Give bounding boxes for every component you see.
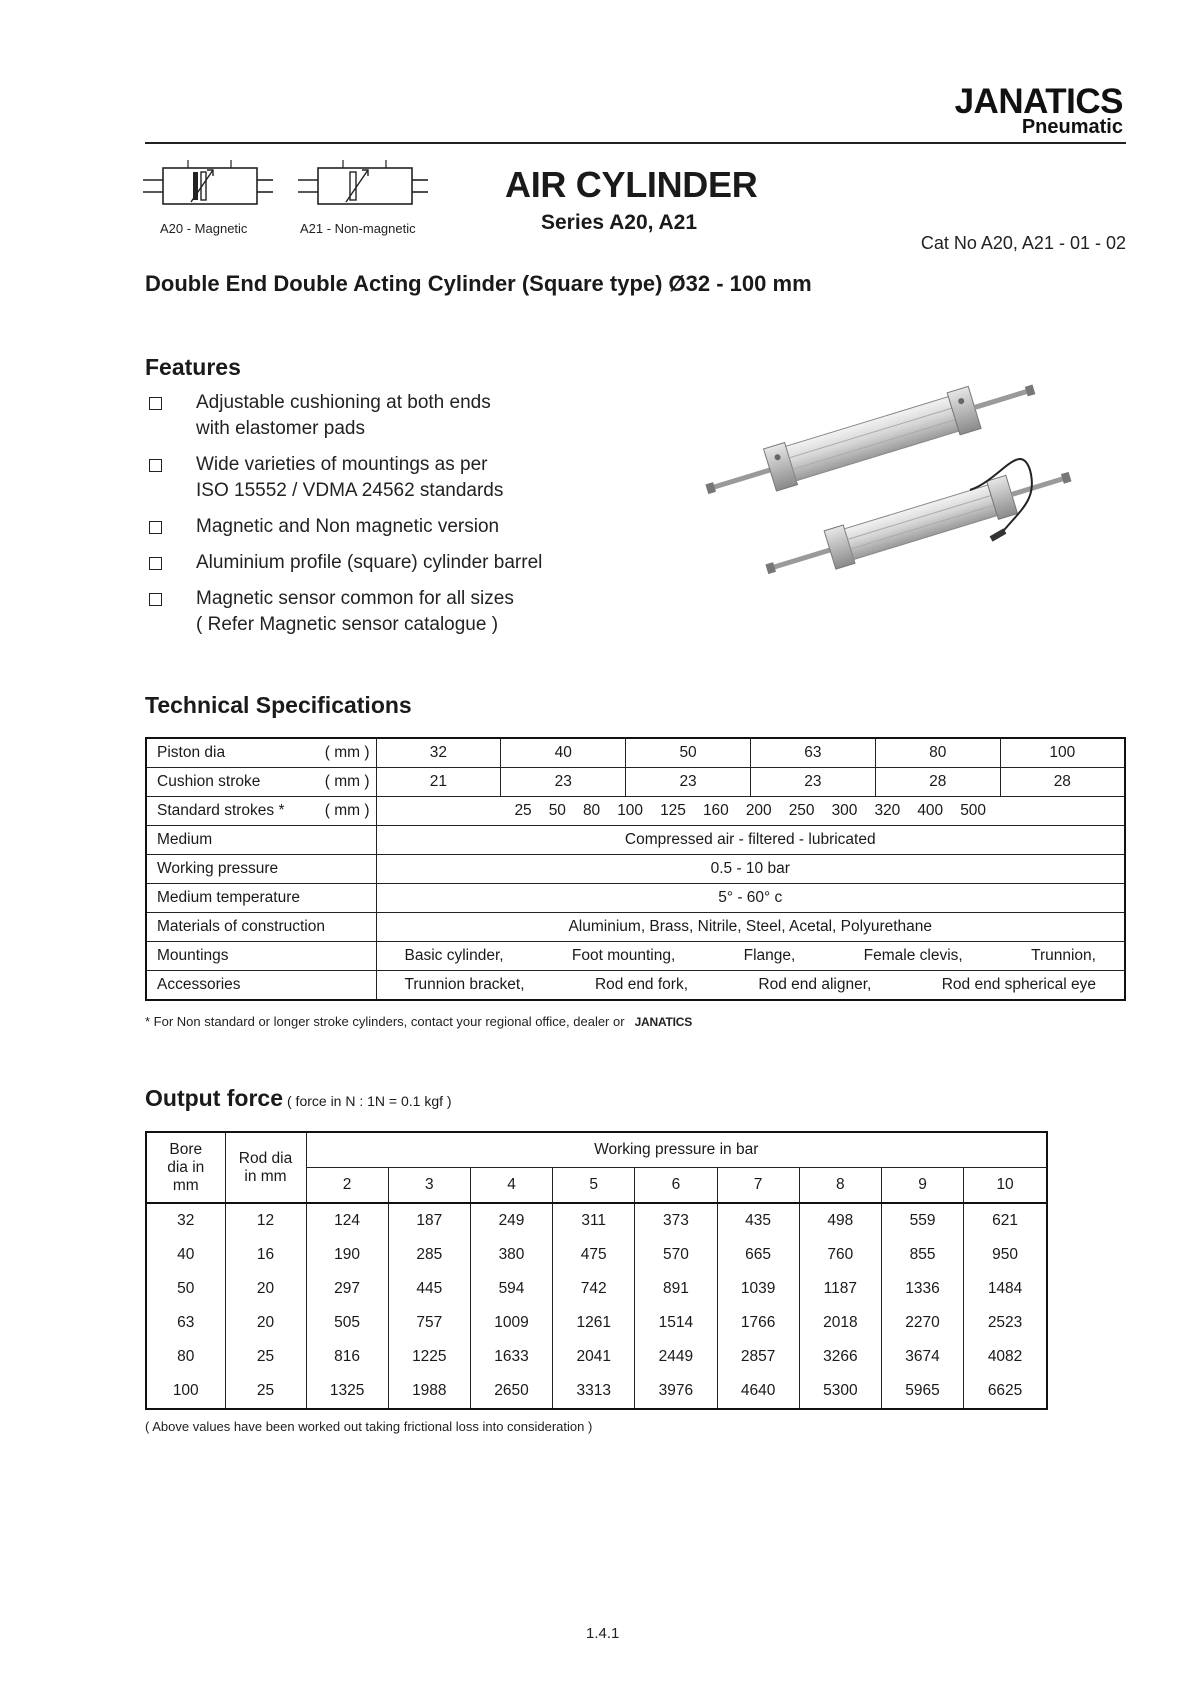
force-cell: 1325 (306, 1374, 388, 1409)
cylinder-non-magnetic-symbol-icon (298, 158, 428, 218)
rod-cell: 12 (225, 1203, 306, 1238)
force-cell: 950 (964, 1238, 1047, 1272)
checkbox-bullet-icon (149, 459, 162, 472)
catalogue-number: Cat No A20, A21 - 01 - 02 (920, 233, 1126, 253)
force-cell: 3313 (553, 1374, 635, 1409)
force-cell: 2650 (470, 1374, 552, 1409)
non-magnetic-symbol (298, 158, 428, 236)
accessory-item: Rod end spherical eye (941, 976, 1096, 993)
product-photo (700, 360, 1100, 605)
rod-header: Rod dia in mm (225, 1132, 306, 1203)
rod-cell: 25 (225, 1340, 306, 1374)
force-cell: 816 (306, 1340, 388, 1374)
bore-cell: 100 (146, 1374, 225, 1409)
table-cell: 21 (376, 768, 501, 797)
force-cell: 2041 (553, 1340, 635, 1374)
output-force-title: Output force (145, 1085, 283, 1111)
row-unit: ( mm ) (312, 797, 376, 826)
table-row (146, 738, 1125, 768)
checkbox-bullet-icon (149, 397, 162, 410)
force-cell: 5965 (881, 1374, 963, 1409)
force-cell: 1484 (964, 1272, 1047, 1306)
force-cell: 2449 (635, 1340, 717, 1374)
force-cell: 2523 (964, 1306, 1047, 1340)
table-row (146, 1238, 1047, 1272)
row-label: Mountings (146, 942, 376, 971)
table-cell: 28 (1000, 768, 1125, 797)
force-cell: 2270 (881, 1306, 963, 1340)
force-cell: 190 (306, 1238, 388, 1272)
table-cell: 50 (626, 738, 751, 768)
table-row (146, 884, 1125, 913)
table-row (146, 1306, 1047, 1340)
force-cell: 891 (635, 1272, 717, 1306)
pressure-cell: 5 (553, 1168, 635, 1204)
table-row (146, 1203, 1047, 1238)
force-cell: 742 (553, 1272, 635, 1306)
force-cell: 187 (388, 1203, 470, 1238)
force-cell: 445 (388, 1272, 470, 1306)
force-cell: 3266 (799, 1340, 881, 1374)
bore-header: Bore dia in mm (146, 1132, 225, 1203)
header-divider (145, 142, 1126, 144)
magnetic-symbol-label: A20 - Magnetic (160, 221, 248, 236)
magnetic-symbol (143, 158, 273, 236)
footnote-text: * For Non standard or longer stroke cylinders, contact your regional office, dealer or (145, 1014, 625, 1029)
output-force-subtitle: ( force in N : 1N = 0.1 kgf ) (287, 1093, 452, 1109)
bore-cell: 80 (146, 1340, 225, 1374)
brand-logo (955, 84, 1123, 137)
table-row (146, 942, 1125, 971)
checkbox-bullet-icon (149, 557, 162, 570)
force-cell: 3674 (881, 1340, 963, 1374)
force-cell: 285 (388, 1238, 470, 1272)
force-cell: 373 (635, 1203, 717, 1238)
row-label: Medium (146, 826, 376, 855)
bore-cell: 32 (146, 1203, 225, 1238)
accessories-list (377, 976, 1125, 994)
table-row (146, 1374, 1047, 1409)
stroke-value: 200 (745, 802, 772, 819)
accessory-item: Rod end aligner, (758, 976, 872, 993)
checkbox-bullet-icon (149, 593, 162, 606)
force-cell: 475 (553, 1238, 635, 1272)
table-row (146, 1340, 1047, 1374)
force-cell: 2857 (717, 1340, 799, 1374)
table-cell (376, 971, 1125, 1001)
table-row (146, 971, 1125, 1001)
row-label: Standard strokes * (146, 797, 312, 826)
table-cell: 23 (501, 768, 626, 797)
force-cell: 1261 (553, 1306, 635, 1340)
product-subtitle: Double End Double Acting Cylinder (Square type) Ø32 - 100 mm (145, 271, 812, 296)
stroke-value: 400 (917, 802, 944, 819)
table-row (146, 797, 1125, 826)
pressure-header: Working pressure in bar (306, 1132, 1047, 1168)
cylinder-magnetic-symbol-icon (143, 158, 273, 218)
table-cell: 63 (750, 738, 875, 768)
rod-cell: 20 (225, 1306, 306, 1340)
stroke-value: 250 (788, 802, 815, 819)
force-cell: 1187 (799, 1272, 881, 1306)
force-cell: 498 (799, 1203, 881, 1238)
stroke-value: 300 (831, 802, 858, 819)
non-magnetic-symbol-label: A21 - Non-magnetic (300, 221, 416, 236)
pressure-cell: 3 (388, 1168, 470, 1204)
mounting-item: Foot mounting, (571, 947, 676, 964)
footnote-logo: JANATICS (634, 1015, 693, 1029)
mounting-item: Trunnion, (1031, 947, 1096, 964)
table-row (146, 826, 1125, 855)
accessory-item: Trunnion bracket, (404, 976, 525, 993)
output-force-footnote: ( Above values have been worked out taking frictional loss into consideration ) (145, 1419, 593, 1434)
table-cell: 23 (750, 768, 875, 797)
pressure-cell: 2 (306, 1168, 388, 1204)
pressure-cell: 6 (635, 1168, 717, 1204)
page-number: 1.4.1 (586, 1625, 620, 1642)
stroke-value: 125 (660, 802, 686, 819)
feature-item: Magnetic and Non magnetic version (145, 514, 705, 540)
table-cell (376, 797, 1125, 826)
feature-item: Adjustable cushioning at both ends with elastomer pads (145, 390, 705, 442)
force-cell: 1766 (717, 1306, 799, 1340)
stroke-value: 160 (702, 802, 729, 819)
force-cell: 570 (635, 1238, 717, 1272)
force-cell: 249 (470, 1203, 552, 1238)
row-label: Cushion stroke (146, 768, 312, 797)
force-cell: 380 (470, 1238, 552, 1272)
table-cell: 80 (875, 738, 1000, 768)
force-cell: 855 (881, 1238, 963, 1272)
table-row (146, 855, 1125, 884)
brand-subtitle: Pneumatic (1021, 116, 1123, 138)
pressure-cell: 9 (881, 1168, 963, 1204)
tech-specs-heading: Technical Specifications (145, 692, 412, 718)
pressure-cell: 7 (717, 1168, 799, 1204)
table-cell: Compressed air - filtered - lubricated (376, 826, 1125, 855)
table-row (146, 1272, 1047, 1306)
table-cell (376, 942, 1125, 971)
force-cell: 1336 (881, 1272, 963, 1306)
force-cell: 124 (306, 1203, 388, 1238)
tech-footnote (145, 1014, 692, 1029)
series-label: Series A20, A21 (541, 211, 698, 234)
tech-specs-table (145, 737, 1126, 1001)
bore-cell: 50 (146, 1272, 225, 1306)
feature-item: Aluminium profile (square) cylinder barrel (145, 550, 705, 576)
air-cylinder-image (700, 360, 1100, 600)
table-cell: 5° - 60° c (376, 884, 1125, 913)
row-unit: ( mm ) (312, 738, 376, 768)
feature-item: Magnetic sensor common for all sizes ( Refer Magnetic sensor catalogue ) (145, 586, 705, 638)
force-cell: 505 (306, 1306, 388, 1340)
force-cell: 5300 (799, 1374, 881, 1409)
feature-item: Wide varieties of mountings as per ISO 15552 / VDMA 24562 standards (145, 452, 705, 504)
features-list (145, 390, 705, 648)
accessory-item: Rod end fork, (594, 976, 689, 993)
stroke-list (377, 802, 1125, 820)
stroke-value: 25 (514, 802, 532, 819)
checkbox-bullet-icon (149, 521, 162, 534)
table-cell: 40 (501, 738, 626, 768)
force-cell: 4640 (717, 1374, 799, 1409)
table-cell: Aluminium, Brass, Nitrile, Steel, Acetal, Polyurethane (376, 913, 1125, 942)
mountings-list (377, 947, 1125, 965)
page-title: AIR CYLINDER (505, 164, 758, 205)
pressure-cell: 8 (799, 1168, 881, 1204)
stroke-value: 50 (548, 802, 566, 819)
force-cell: 757 (388, 1306, 470, 1340)
row-unit: ( mm ) (312, 768, 376, 797)
header-row (146, 1132, 1047, 1168)
row-label: Materials of construction (146, 913, 376, 942)
force-cell: 311 (553, 1203, 635, 1238)
table-row (146, 913, 1125, 942)
force-cell: 4082 (964, 1340, 1047, 1374)
output-force-table (145, 1131, 1048, 1410)
rod-cell: 25 (225, 1374, 306, 1409)
row-label: Accessories (146, 971, 376, 1001)
force-cell: 559 (881, 1203, 963, 1238)
table-cell: 100 (1000, 738, 1125, 768)
force-cell: 2018 (799, 1306, 881, 1340)
force-cell: 6625 (964, 1374, 1047, 1409)
force-cell: 1009 (470, 1306, 552, 1340)
force-cell: 435 (717, 1203, 799, 1238)
table-cell: 32 (376, 738, 501, 768)
force-cell: 297 (306, 1272, 388, 1306)
force-cell: 1039 (717, 1272, 799, 1306)
bore-cell: 63 (146, 1306, 225, 1340)
table-cell: 28 (875, 768, 1000, 797)
brand-name: JANATICS (954, 82, 1123, 121)
force-cell: 1514 (635, 1306, 717, 1340)
bore-cell: 40 (146, 1238, 225, 1272)
force-cell: 3976 (635, 1374, 717, 1409)
row-label: Piston dia (146, 738, 312, 768)
pressure-cell: 10 (964, 1168, 1047, 1204)
table-row (146, 768, 1125, 797)
force-cell: 621 (964, 1203, 1047, 1238)
force-cell: 665 (717, 1238, 799, 1272)
features-heading: Features (145, 354, 241, 380)
rod-cell: 16 (225, 1238, 306, 1272)
stroke-value: 80 (582, 802, 601, 819)
pressure-cell: 4 (470, 1168, 552, 1204)
table-cell: 0.5 - 10 bar (376, 855, 1125, 884)
stroke-value: 320 (874, 802, 901, 819)
mounting-item: Flange, (743, 947, 796, 964)
stroke-value: 100 (617, 802, 644, 819)
mounting-item: Female clevis, (863, 947, 963, 964)
mounting-item: Basic cylinder, (404, 947, 504, 964)
rod-cell: 20 (225, 1272, 306, 1306)
force-cell: 594 (470, 1272, 552, 1306)
output-force-heading (145, 1085, 452, 1112)
table-cell: 23 (626, 768, 751, 797)
stroke-value: 500 (960, 802, 987, 819)
force-cell: 760 (799, 1238, 881, 1272)
force-cell: 1225 (388, 1340, 470, 1374)
row-label: Working pressure (146, 855, 376, 884)
force-cell: 1988 (388, 1374, 470, 1409)
row-label: Medium temperature (146, 884, 376, 913)
force-cell: 1633 (470, 1340, 552, 1374)
